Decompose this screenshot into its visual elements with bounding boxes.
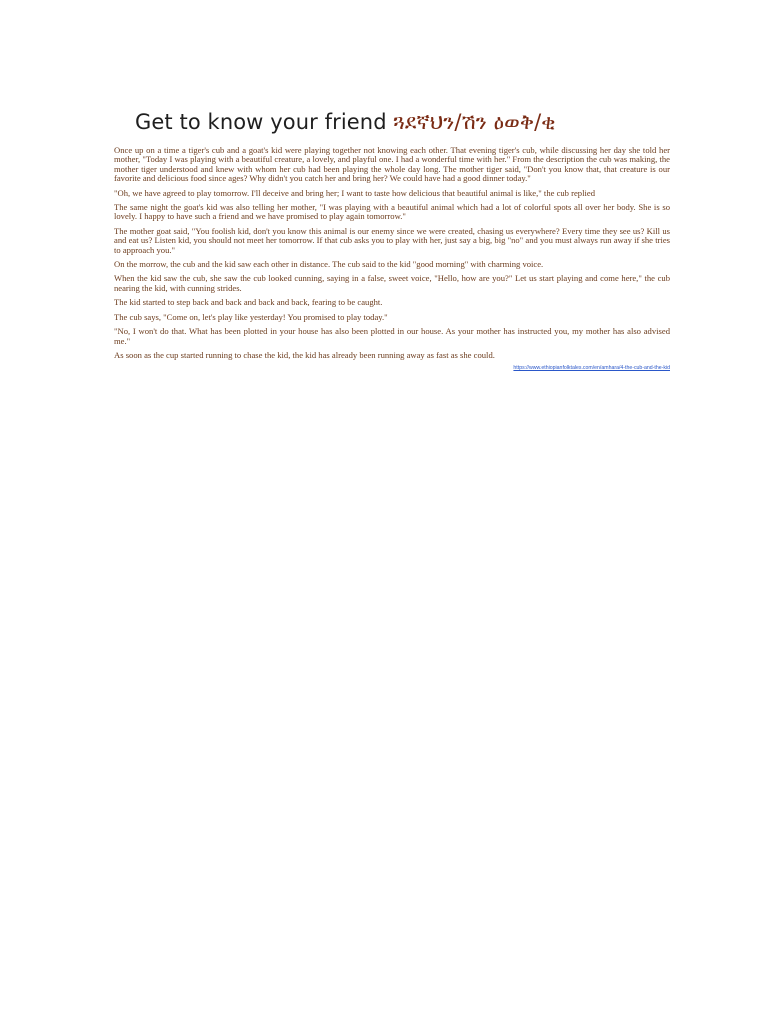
paragraph-4: The mother goat said, "You foolish kid, don't you know this animal is our enemy since we were created, chasing us everywhere? Every time they see us? Kill us and eat us? Listen kid, you should not meet her tomorrow. If that cub asks you to play with her, just say a big, big "no" and you must always run away if she tries to approach you." <box>114 225 670 255</box>
source-link[interactable]: https://www.ethiopianfolktales.com/en/amhara/4-the-cub-and-the-kid <box>513 365 670 372</box>
paragraph-3: The same night the goat's kid was also telling her mother, "I was playing with a beautiful animal which had a lot of colorful spots all over her body. She is so lovely. I happy to have such a friend and we have promised to play again tomorrow." <box>114 202 670 222</box>
title-amharic: ጓደኛህን/ሽን ዕወቅ/ቂ <box>393 110 556 134</box>
title-english: Get to know your friend <box>135 110 387 134</box>
paragraph-6: When the kid saw the cub, she saw the cub looked cunning, saying in a false, sweet voice, "Hello, how are you?" Let us start playing and come here," the cub nearing the kid, with cunning strides. <box>114 273 670 293</box>
paragraph-7: The kid started to step back and back and back and back, fearing to be caught. <box>114 297 383 308</box>
paragraph-2: "Oh, we have agreed to play tomorrow. I'll deceive and bring her; I want to taste how delicious that beautiful animal is like," the cub replied <box>114 187 595 198</box>
paragraph-5: On the morrow, the cub and the kid saw each other in distance. The cub said to the kid "good morning" with charming voice. <box>114 259 544 270</box>
paragraph-8: The cub says, "Come on, let's play like yesterday! You promised to play today." <box>114 311 388 322</box>
page-title <box>135 110 655 135</box>
paragraph-9: "No, I won't do that. What has been plotted in your house has also been plotted in our house. As your mother has instructed you, my mother has also advised me." <box>114 326 670 346</box>
paragraph-1: Once up on a time a tiger's cub and a goat's kid were playing together not knowing each other. That evening tiger's cub, while discussing her day she told her mother, "Today I was playing with a beautiful creature, a lovely, and playful one. I had a wonderful time with her." From the description the cub was making, the mother tiger understood and knew with whom her cub had been playing the whole day long. The mother tiger said, "Don't you know that, that creature is our favorite and delicious food since ages? Why didn't you catch her and bring her? We could have had a good dinner today." <box>114 145 670 184</box>
paragraph-10: As soon as the cup started running to chase the kid, the kid has already been running away as fast as she could. <box>114 349 495 360</box>
story-body <box>114 146 670 372</box>
